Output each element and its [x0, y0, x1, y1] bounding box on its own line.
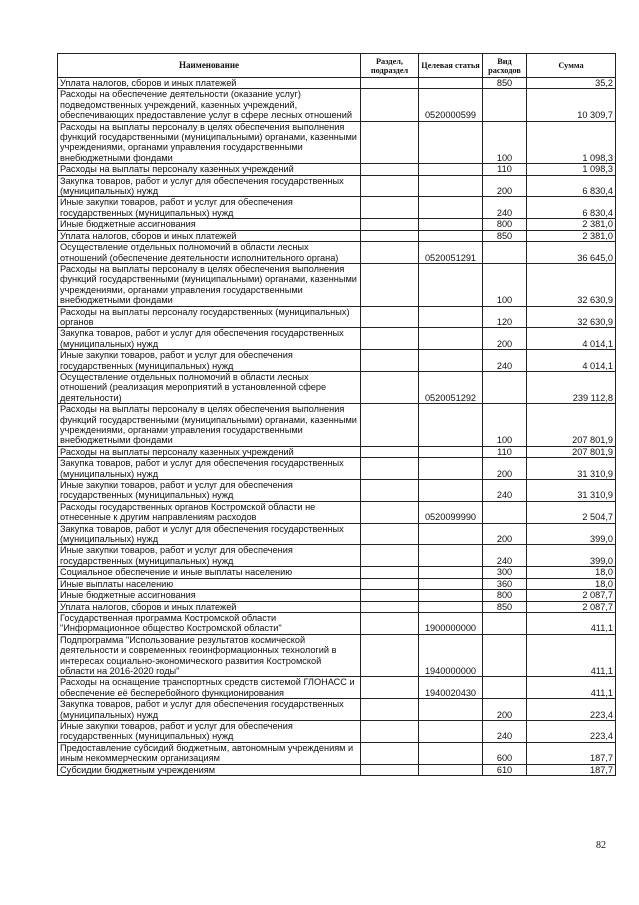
cell-type — [483, 612, 527, 634]
cell-name: Иные закупки товаров, работ и услуг для обеспечения государственных (муниципальных) нужд — [58, 480, 361, 502]
cell-section — [361, 89, 419, 121]
cell-target — [419, 567, 483, 578]
cell-target — [419, 458, 483, 480]
cell-name: Расходы на выплаты персоналу государственных (муниципальных) органов — [58, 306, 361, 328]
cell-name: Осуществление отдельных полномочий в области лесных отношений (реализация мероприятий в установленной сфере деятельности) — [58, 371, 361, 403]
cell-type — [483, 677, 527, 699]
cell-name: Закупка товаров, работ и услуг для обеспечения государственных (муниципальных) нужд — [58, 458, 361, 480]
cell-section — [361, 175, 419, 197]
cell-section — [361, 197, 419, 219]
cell-type: 200 — [483, 328, 527, 350]
cell-type: 200 — [483, 458, 527, 480]
cell-sum: 399,0 — [527, 523, 616, 545]
cell-target — [419, 699, 483, 721]
cell-sum: 6 830,4 — [527, 175, 616, 197]
cell-type: 120 — [483, 306, 527, 328]
cell-target — [419, 164, 483, 175]
table-row — [58, 175, 616, 197]
cell-type: 300 — [483, 567, 527, 578]
cell-section — [361, 230, 419, 241]
cell-sum: 31 310,9 — [527, 480, 616, 502]
cell-type: 850 — [483, 601, 527, 612]
cell-type: 110 — [483, 446, 527, 457]
header-target: Целевая статья — [419, 54, 483, 78]
cell-sum: 32 630,9 — [527, 263, 616, 306]
cell-target — [419, 590, 483, 601]
cell-sum: 223,4 — [527, 720, 616, 742]
cell-type: 110 — [483, 164, 527, 175]
table-row — [58, 545, 616, 567]
cell-type: 850 — [483, 78, 527, 89]
cell-sum: 1 098,3 — [527, 164, 616, 175]
cell-section — [361, 446, 419, 457]
cell-name: Иные закупки товаров, работ и услуг для обеспечения государственных (муниципальных) нужд — [58, 350, 361, 372]
cell-type: 800 — [483, 590, 527, 601]
cell-name: Социальное обеспечение и иные выплаты населению — [58, 567, 361, 578]
cell-name: Расходы на выплаты персоналу казенных учреждений — [58, 164, 361, 175]
cell-type — [483, 242, 527, 264]
header-section: Раздел, подраздел — [361, 54, 419, 78]
table-row — [58, 230, 616, 241]
cell-name: Иные закупки товаров, работ и услуг для обеспечения государственных (муниципальных) нужд — [58, 197, 361, 219]
cell-target — [419, 175, 483, 197]
cell-type: 610 — [483, 764, 527, 775]
table-row — [58, 328, 616, 350]
table-row — [58, 601, 616, 612]
header-type: Вид расходов — [483, 54, 527, 78]
budget-table-sheet — [57, 53, 615, 776]
cell-sum: 223,4 — [527, 699, 616, 721]
cell-section — [361, 601, 419, 612]
cell-name: Расходы на выплаты персоналу в целях обеспечения выполнения функций государственными (муниципальными) органами, казенными учреждениями, органами управления государственными внебюджетными фондами — [58, 121, 361, 164]
cell-type: 200 — [483, 699, 527, 721]
cell-type: 600 — [483, 742, 527, 764]
cell-sum: 2 087,7 — [527, 601, 616, 612]
table-row — [58, 590, 616, 601]
cell-type: 200 — [483, 523, 527, 545]
cell-target — [419, 764, 483, 775]
table-row — [58, 164, 616, 175]
cell-target — [419, 230, 483, 241]
cell-name: Расходы на выплаты персоналу в целях обеспечения выполнения функций государственными (муниципальными) органами, казенными учреждениями, органами управления государственными внебюджетными фондами — [58, 404, 361, 447]
cell-sum: 10 309,7 — [527, 89, 616, 121]
table-row — [58, 446, 616, 457]
cell-target: 0520000599 — [419, 89, 483, 121]
cell-name: Закупка товаров, работ и услуг для обеспечения государственных (муниципальных) нужд — [58, 523, 361, 545]
cell-target — [419, 480, 483, 502]
table-row — [58, 578, 616, 589]
cell-target — [419, 446, 483, 457]
cell-type: 240 — [483, 545, 527, 567]
cell-target: 0520051291 — [419, 242, 483, 264]
cell-name: Расходы на выплаты персоналу в целях обеспечения выполнения функций государственными (муниципальными) органами, казенными учреждениями, органами управления государственными внебюджетными фондами — [58, 263, 361, 306]
cell-type: 850 — [483, 230, 527, 241]
cell-sum: 187,7 — [527, 764, 616, 775]
cell-sum: 31 310,9 — [527, 458, 616, 480]
cell-section — [361, 328, 419, 350]
cell-target — [419, 350, 483, 372]
page-number: 82 — [596, 840, 606, 851]
cell-type: 100 — [483, 263, 527, 306]
cell-sum: 2 087,7 — [527, 590, 616, 601]
cell-section — [361, 263, 419, 306]
cell-target: 1900000000 — [419, 612, 483, 634]
cell-name: Предоставление субсидий бюджетным, автономным учреждениям и иным некоммерческим организациям — [58, 742, 361, 764]
cell-target — [419, 601, 483, 612]
cell-sum: 411,1 — [527, 634, 616, 677]
cell-target — [419, 219, 483, 230]
cell-name: Расходы на обеспечение деятельности (оказание услуг) подведомственных учреждений, казенных учреждений, обеспечивающих предоставление услуг в сфере лесных отношений — [58, 89, 361, 121]
cell-name: Субсидии бюджетным учреждениям — [58, 764, 361, 775]
cell-type — [483, 634, 527, 677]
table-row — [58, 306, 616, 328]
cell-target — [419, 306, 483, 328]
table-row — [58, 742, 616, 764]
cell-sum: 2 504,7 — [527, 501, 616, 523]
table-row — [58, 350, 616, 372]
header-name: Наименование — [58, 54, 361, 78]
cell-sum: 4 014,1 — [527, 328, 616, 350]
cell-target — [419, 328, 483, 350]
cell-target: 0520051292 — [419, 371, 483, 403]
table-row — [58, 404, 616, 447]
cell-name: Подпрограмма "Использование результатов космической деятельности и современных геоинформационных технологий в интересах социально-экономического развития Костромской области на 2016-2020 годы" — [58, 634, 361, 677]
cell-type: 200 — [483, 175, 527, 197]
cell-sum: 207 801,9 — [527, 404, 616, 447]
cell-target — [419, 523, 483, 545]
cell-sum: 2 381,0 — [527, 230, 616, 241]
cell-sum: 4 014,1 — [527, 350, 616, 372]
table-row — [58, 567, 616, 578]
cell-section — [361, 242, 419, 264]
table-row — [58, 523, 616, 545]
table-body — [58, 78, 616, 776]
cell-target — [419, 78, 483, 89]
cell-name: Расходы государственных органов Костромской области не отнесенные к другим направлениям расходов — [58, 501, 361, 523]
cell-section — [361, 764, 419, 775]
table-row — [58, 458, 616, 480]
cell-section — [361, 677, 419, 699]
cell-target — [419, 742, 483, 764]
cell-sum: 411,1 — [527, 612, 616, 634]
cell-target — [419, 545, 483, 567]
table-row — [58, 699, 616, 721]
cell-type: 240 — [483, 720, 527, 742]
cell-target: 1940000000 — [419, 634, 483, 677]
cell-target: 0520099990 — [419, 501, 483, 523]
cell-sum: 35,2 — [527, 78, 616, 89]
table-row — [58, 501, 616, 523]
cell-target — [419, 578, 483, 589]
table-row — [58, 197, 616, 219]
table-row — [58, 612, 616, 634]
cell-sum: 18,0 — [527, 578, 616, 589]
cell-name: Осуществление отдельных полномочий в области лесных отношений (обеспечение деятельности исполнительного органа) — [58, 242, 361, 264]
cell-section — [361, 523, 419, 545]
cell-type: 360 — [483, 578, 527, 589]
cell-type — [483, 371, 527, 403]
cell-name: Расходы на выплаты персоналу казенных учреждений — [58, 446, 361, 457]
cell-target — [419, 121, 483, 164]
cell-section — [361, 480, 419, 502]
cell-type: 100 — [483, 121, 527, 164]
cell-name: Закупка товаров, работ и услуг для обеспечения государственных (муниципальных) нужд — [58, 175, 361, 197]
cell-section — [361, 720, 419, 742]
cell-target: 1940020430 — [419, 677, 483, 699]
cell-name: Расходы на оснащение транспортных средств системой ГЛОНАСС и обеспечение её бесперебойного функционирования — [58, 677, 361, 699]
cell-target — [419, 404, 483, 447]
cell-section — [361, 350, 419, 372]
table-row — [58, 480, 616, 502]
cell-sum: 6 830,4 — [527, 197, 616, 219]
cell-name: Иные бюджетные ассигнования — [58, 590, 361, 601]
cell-type: 100 — [483, 404, 527, 447]
cell-name: Иные закупки товаров, работ и услуг для обеспечения государственных (муниципальных) нужд — [58, 545, 361, 567]
cell-name: Государственная программа Костромской области "Информационное общество Костромской области" — [58, 612, 361, 634]
cell-section — [361, 612, 419, 634]
table-row — [58, 720, 616, 742]
cell-type — [483, 89, 527, 121]
cell-section — [361, 306, 419, 328]
cell-section — [361, 545, 419, 567]
cell-sum: 32 630,9 — [527, 306, 616, 328]
cell-section — [361, 121, 419, 164]
table-header-row — [58, 54, 616, 78]
cell-sum: 399,0 — [527, 545, 616, 567]
cell-name: Иные бюджетные ассигнования — [58, 219, 361, 230]
cell-section — [361, 567, 419, 578]
table-row — [58, 371, 616, 403]
cell-sum: 411,1 — [527, 677, 616, 699]
cell-section — [361, 590, 419, 601]
table-row — [58, 121, 616, 164]
cell-section — [361, 501, 419, 523]
table-row — [58, 263, 616, 306]
cell-name: Закупка товаров, работ и услуг для обеспечения государственных (муниципальных) нужд — [58, 328, 361, 350]
cell-sum: 207 801,9 — [527, 446, 616, 457]
cell-section — [361, 371, 419, 403]
cell-type: 240 — [483, 350, 527, 372]
cell-sum: 2 381,0 — [527, 219, 616, 230]
cell-name: Уплата налогов, сборов и иных платежей — [58, 230, 361, 241]
cell-section — [361, 164, 419, 175]
cell-type: 240 — [483, 480, 527, 502]
cell-section — [361, 742, 419, 764]
cell-section — [361, 78, 419, 89]
cell-name: Закупка товаров, работ и услуг для обеспечения государственных (муниципальных) нужд — [58, 699, 361, 721]
cell-section — [361, 578, 419, 589]
cell-name: Уплата налогов, сборов и иных платежей — [58, 78, 361, 89]
cell-sum: 1 098,3 — [527, 121, 616, 164]
table-row — [58, 89, 616, 121]
cell-section — [361, 404, 419, 447]
cell-section — [361, 634, 419, 677]
cell-type: 800 — [483, 219, 527, 230]
cell-target — [419, 263, 483, 306]
cell-sum: 239 112,8 — [527, 371, 616, 403]
header-sum: Сумма — [527, 54, 616, 78]
cell-type: 240 — [483, 197, 527, 219]
cell-name: Иные закупки товаров, работ и услуг для обеспечения государственных (муниципальных) нужд — [58, 720, 361, 742]
table-row — [58, 634, 616, 677]
cell-target — [419, 197, 483, 219]
cell-target — [419, 720, 483, 742]
table-row — [58, 78, 616, 89]
cell-name: Уплата налогов, сборов и иных платежей — [58, 601, 361, 612]
cell-name: Иные выплаты населению — [58, 578, 361, 589]
budget-table — [57, 53, 616, 776]
cell-section — [361, 219, 419, 230]
cell-section — [361, 458, 419, 480]
table-row — [58, 219, 616, 230]
table-row — [58, 764, 616, 775]
table-row — [58, 242, 616, 264]
cell-type — [483, 501, 527, 523]
table-row — [58, 677, 616, 699]
cell-section — [361, 699, 419, 721]
cell-sum: 18,0 — [527, 567, 616, 578]
cell-sum: 187,7 — [527, 742, 616, 764]
cell-sum: 36 645,0 — [527, 242, 616, 264]
